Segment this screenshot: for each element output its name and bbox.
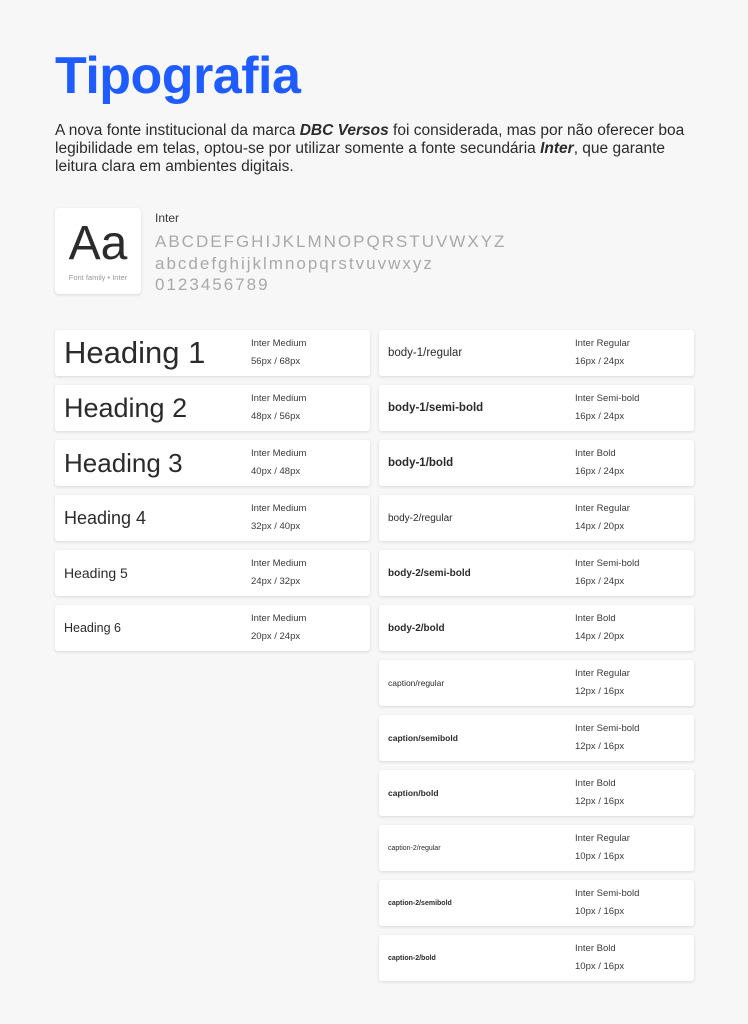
style-card-caption-regular [379, 660, 694, 706]
style-sample: body-1/bold [388, 457, 454, 469]
style-sample: caption/regular [388, 678, 445, 688]
style-size-line-height: 14px / 20px [575, 631, 625, 642]
style-font-weight: Inter Medium [251, 613, 307, 624]
style-size-line-height: 48px / 56px [251, 411, 301, 422]
style-font-weight: Inter Semi-bold [575, 393, 640, 404]
style-font-weight: Inter Medium [251, 558, 307, 569]
intro-font-name: Inter [540, 140, 574, 157]
style-card-caption-semibold [379, 715, 694, 761]
style-size-line-height: 16px / 24px [575, 356, 625, 367]
lowercase-glyphs: abcdefghijklmnopqrstvuvwxyz [155, 254, 434, 273]
page-title: Tipografia [55, 47, 301, 105]
heading-styles-column [55, 330, 370, 660]
style-font-weight: Inter Semi-bold [575, 723, 640, 734]
style-font-weight: Inter Medium [251, 448, 307, 459]
style-size-line-height: 16px / 24px [575, 466, 625, 477]
style-card-caption-bold [379, 770, 694, 816]
style-size-line-height: 10px / 16px [575, 961, 625, 972]
style-card-caption-2-regular [379, 825, 694, 871]
intro-text-3: , que garante leitura clara em ambientes digitais. [55, 140, 666, 175]
style-sample: body-1/semi-bold [388, 402, 484, 414]
intro-text-1: A nova fonte institucional da marca [55, 122, 300, 139]
specimen-family-label: Font family • Inter [68, 273, 128, 282]
style-font-weight: Inter Bold [575, 778, 616, 789]
style-font-weight: Inter Bold [575, 448, 616, 459]
body-styles-column [379, 330, 694, 990]
intro-brand-name: DBC Versos [299, 122, 389, 139]
style-size-line-height: 12px / 16px [575, 741, 625, 752]
style-font-weight: Inter Regular [575, 833, 630, 844]
style-font-weight: Inter Regular [575, 503, 630, 514]
style-card-body-2-regular [379, 495, 694, 541]
font-family-name: Inter [155, 211, 180, 225]
style-sample: Heading 4 [64, 507, 147, 528]
style-font-weight: Inter Bold [575, 943, 616, 954]
style-size-line-height: 20px / 24px [251, 631, 301, 642]
style-card-heading-4 [55, 495, 370, 541]
style-size-line-height: 16px / 24px [575, 576, 625, 587]
style-font-weight: Inter Semi-bold [575, 888, 640, 899]
style-card-heading-6 [55, 605, 370, 651]
style-sample: caption-2/semibold [388, 899, 452, 907]
style-card-caption-2-semibold [379, 880, 694, 926]
digit-glyphs: 0123456789 [155, 275, 270, 294]
style-sample: Heading 2 [64, 392, 188, 423]
style-font-weight: Inter Bold [575, 613, 616, 624]
style-size-line-height: 16px / 24px [575, 411, 625, 422]
style-card-body-1-bold [379, 440, 694, 486]
style-card-heading-1 [55, 330, 370, 376]
specimen-glyph: Aa [68, 217, 128, 270]
style-font-weight: Inter Medium [251, 338, 307, 349]
style-card-heading-5 [55, 550, 370, 596]
style-sample: Heading 6 [64, 621, 121, 635]
style-font-weight: Inter Regular [575, 338, 630, 349]
style-font-weight: Inter Semi-bold [575, 558, 640, 569]
style-sample: body-1/regular [388, 347, 463, 359]
style-size-line-height: 24px / 32px [251, 576, 301, 587]
style-size-line-height: 40px / 48px [251, 466, 301, 477]
style-card-body-1-regular [379, 330, 694, 376]
style-font-weight: Inter Regular [575, 668, 630, 679]
style-sample: caption/bold [388, 788, 439, 798]
style-size-line-height: 10px / 16px [575, 906, 625, 917]
style-sample: Heading 1 [64, 335, 206, 370]
style-sample: caption-2/bold [388, 954, 436, 962]
intro-paragraph [55, 122, 700, 176]
style-sample: body-2/semi-bold [388, 567, 471, 579]
style-card-caption-2-bold [379, 935, 694, 981]
style-sample: body-2/bold [388, 622, 445, 634]
uppercase-glyphs: ABCDEFGHIJKLMNOPQRSTUVWXYZ [155, 232, 507, 251]
style-size-line-height: 12px / 16px [575, 686, 625, 697]
intro-text-2: foi considerada, mas por não oferecer boa legibilidade em telas, optou-se por utilizar somente a fonte secundária [55, 122, 685, 157]
style-card-body-2-bold [379, 605, 694, 651]
style-sample: caption/semibold [388, 733, 458, 743]
style-size-line-height: 14px / 20px [575, 521, 625, 532]
style-size-line-height: 32px / 40px [251, 521, 301, 532]
style-sample: Heading 3 [64, 447, 183, 478]
style-sample: body-2/regular [388, 512, 453, 524]
style-sample: caption-2/regular [388, 844, 441, 852]
style-card-heading-3 [55, 440, 370, 486]
font-specimen-card [55, 208, 141, 294]
style-size-line-height: 10px / 16px [575, 851, 625, 862]
style-font-weight: Inter Medium [251, 393, 307, 404]
style-card-body-2-semi-bold [379, 550, 694, 596]
style-size-line-height: 56px / 68px [251, 356, 301, 367]
style-card-body-1-semi-bold [379, 385, 694, 431]
style-font-weight: Inter Medium [251, 503, 307, 514]
style-size-line-height: 12px / 16px [575, 796, 625, 807]
style-card-heading-2 [55, 385, 370, 431]
style-sample: Heading 5 [64, 565, 128, 581]
